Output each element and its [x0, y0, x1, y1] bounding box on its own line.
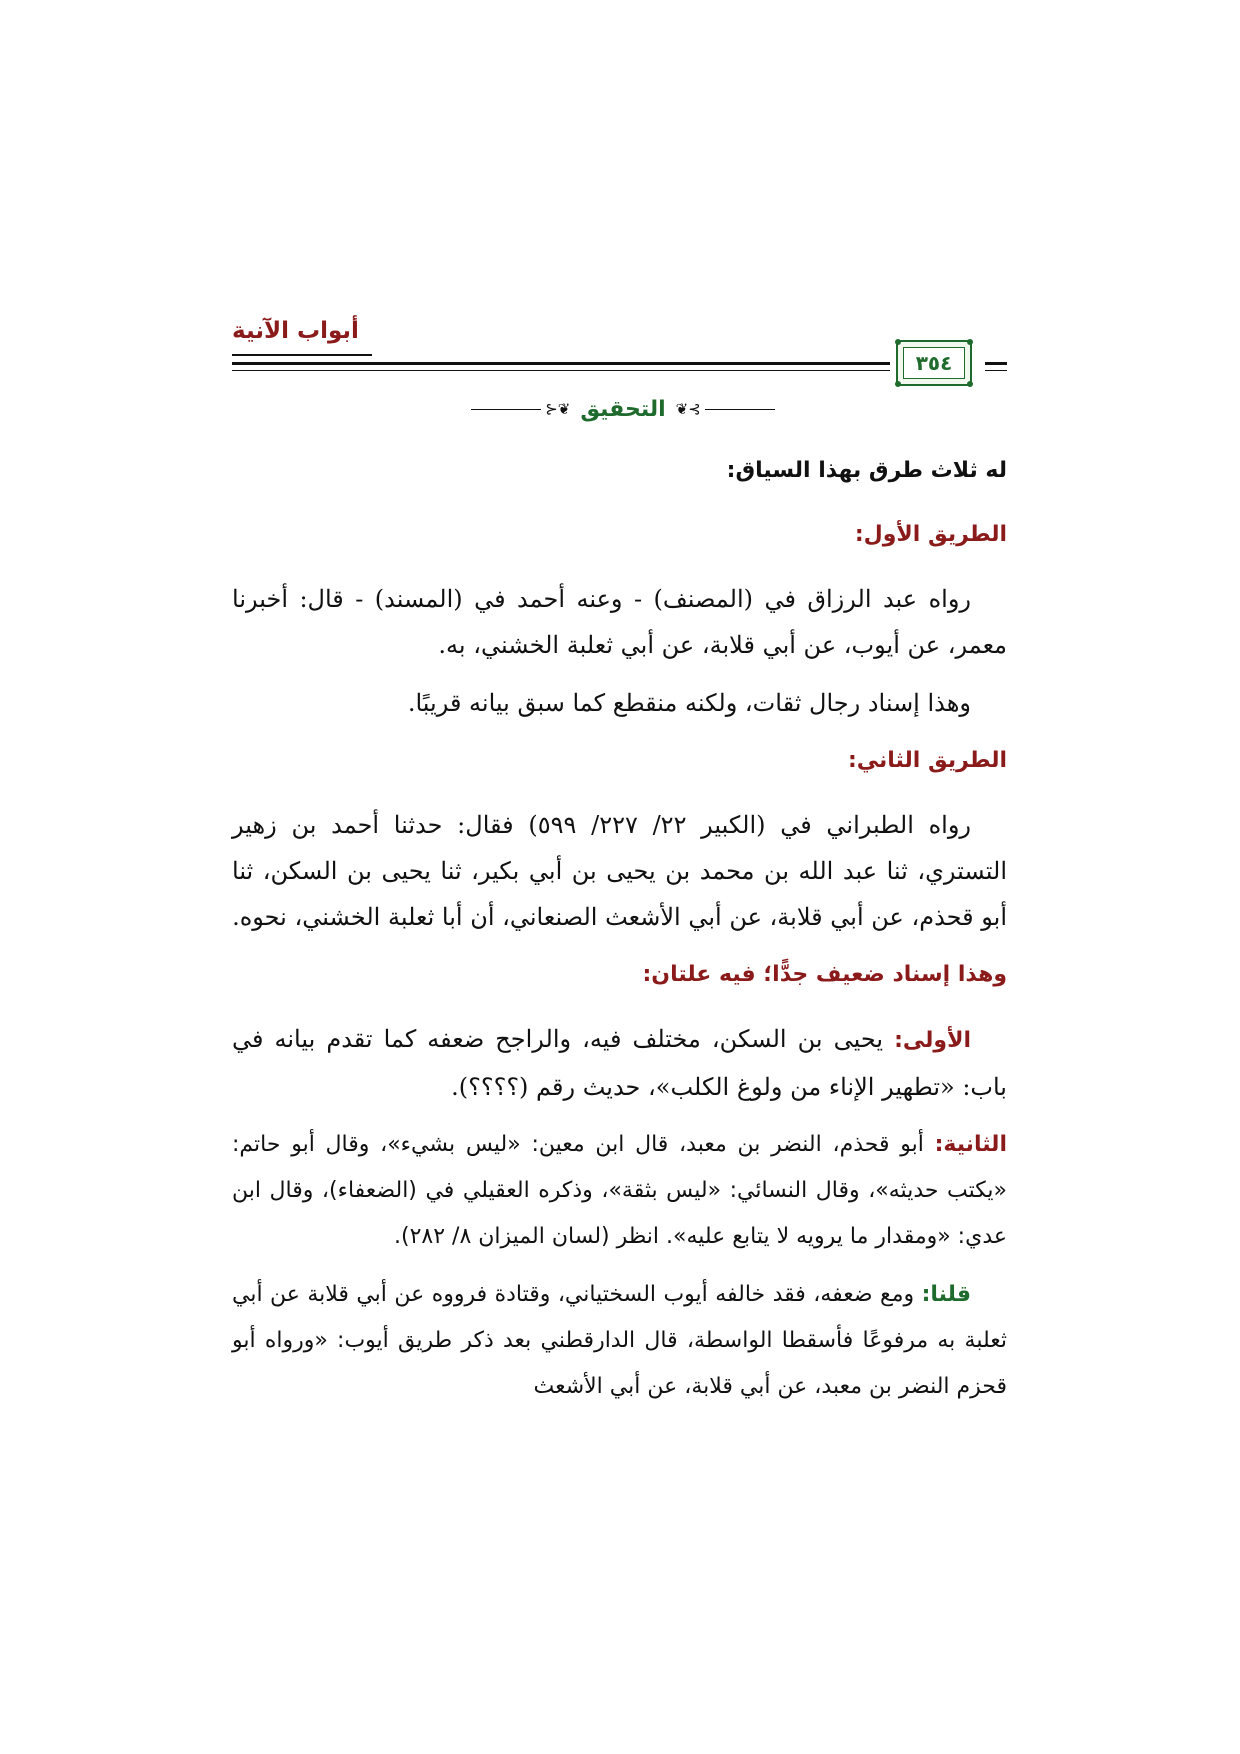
paragraph-first-path: رواه عبد الرزاق في (المصنف) - وعنه أحمد في (المسند) - قال: أخبرنا معمر، عن أيوب، عن أبي قلابة، عن أبي ثعلبة الخشني، به. [232, 585, 1007, 659]
page-header [232, 318, 1007, 390]
first-defect-label: الأولى: [894, 1028, 971, 1053]
paragraph-second-defect [232, 1122, 1007, 1260]
header-rule-thin [232, 370, 890, 371]
page-number-badge [896, 340, 972, 386]
paragraph-first-path-note: وهذا إسناد رجال ثقات، ولكنه منقطع كما سبق بيانه قريبًا. [407, 689, 971, 717]
chapter-title-underline [232, 354, 372, 356]
ornament-line-left [471, 409, 541, 410]
page-number-frame [903, 347, 965, 379]
heading-second-path: الطريق الثاني: [847, 748, 1007, 773]
ornament-line-right [705, 409, 775, 410]
badge-ornament-icon [967, 381, 973, 387]
page-number: ٣٥٤ [915, 351, 953, 375]
first-defect-text: يحيى بن السكن، مختلف فيه، والراجح ضعفه كما تقدم بيانه في باب: «تطهير الإناء من ولوغ الكلب»، حديث رقم (؟؟؟؟). [232, 1025, 1007, 1101]
qulna-label: قلنا: [921, 1282, 971, 1307]
paragraph-first-defect [232, 1016, 1007, 1110]
second-defect-label: الثانية: [934, 1132, 1007, 1157]
chapter-title: أبواب الآنية [232, 318, 359, 344]
paragraph-qulna [232, 1272, 1007, 1410]
ornament-icon: ❦⊰ [675, 400, 701, 418]
section-label: التحقيق [580, 396, 666, 422]
header-rule-thick [232, 362, 890, 365]
heading-weakness: وهذا إسناد ضعيف جدًّا؛ فيه علتان: [642, 962, 1007, 987]
qulna-text: ومع ضعفه، فقد خالفه أيوب السختياني، وقتادة فرووه عن أبي قلابة عن أبي ثعلبة به مرفوعًا فأسقطا الواسطة، قال الدارقطني بعد ذكر طريق أيوب: «ورواه أبو قحزم النضر بن معبد، عن أبي قلابة، عن أبي الأشعث [232, 1282, 1007, 1399]
intro-line: له ثلاث طرق بهذا السياق: [726, 458, 1007, 483]
header-rule-right-thin [985, 370, 1007, 371]
second-defect-text: أبو قحذم، النضر بن معبد، قال ابن معين: «ليس بشيء»، وقال أبو حاتم: «يكتب حديثه»، وقال النسائي: «ليس بثقة»، وذكره العقيلي في (الضعفاء)، وقال ابن عدي: «ومقدار ما يرويه لا يتابع عليه». انظر (لسان الميزان ٨/ ٢٨٢). [232, 1132, 1007, 1249]
badge-ornament-icon [895, 381, 901, 387]
paragraph-second-path: رواه الطبراني في (الكبير ٢٢/ ٢٢٧/ ٥٩٩) فقال: حدثنا أحمد بن زهير التستري، ثنا عبد الله بن محمد بن يحيى بن أبي بكير، ثنا يحيى بن السكن، ثنا أبو قحذم، عن أبي قلابة، عن أبي الأشعث الصنعاني، أن أبا ثعلبة الخشني، نحوه. [232, 811, 1007, 931]
ornament-icon: ⊱❦ [545, 400, 571, 418]
header-rule-right-thick [985, 362, 1007, 365]
page-body [232, 448, 1007, 1422]
badge-ornament-icon [895, 339, 901, 345]
heading-first-path: الطريق الأول: [854, 522, 1007, 547]
section-label-bar [433, 394, 813, 424]
badge-ornament-icon [967, 339, 973, 345]
